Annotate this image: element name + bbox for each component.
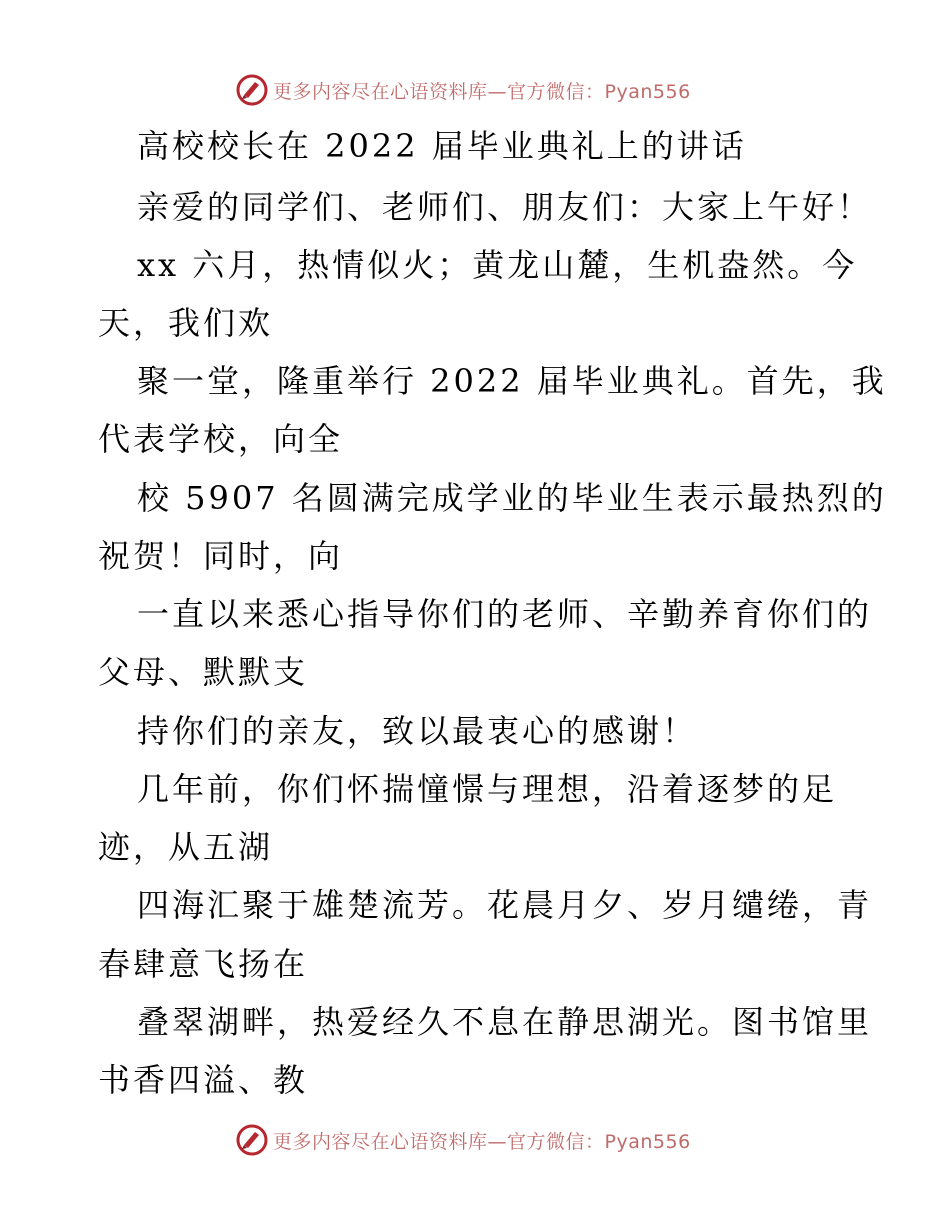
footer-banner (235, 1122, 715, 1158)
text-line: 书香四溢、教 (98, 1061, 309, 1099)
logo-icon (235, 73, 269, 107)
text-line: 天，我们欢 (98, 304, 274, 342)
text-line: 校 5907 名圆满完成学业的毕业生表示最热烈的 (137, 479, 887, 517)
banner-text: 更多内容尽在心语资料库—官方微信：Pyan556 (273, 1130, 691, 1153)
text-line: 亲爱的同学们、老师们、朋友们：大家上午好！ (137, 188, 873, 226)
header-banner (235, 72, 715, 108)
logo-icon (235, 1123, 269, 1157)
text-line: 四海汇聚于雄楚流芳。花晨月夕、岁月缱绻，青 (137, 886, 873, 924)
text-line: 代表学校，向全 (98, 420, 344, 458)
text-line: 几年前，你们怀揣憧憬与理想，沿着逐梦的足 (137, 770, 838, 808)
text-line: xx 六月，热情似火；黄龙山麓，生机盎然。今 (137, 246, 858, 284)
text-line: 聚一堂，隆重举行 2022 届毕业典礼。首先，我 (137, 362, 887, 400)
text-line: 一直以来悉心指导你们的老师、辛勤养育你们的 (137, 595, 873, 633)
text-line: 春肆意飞扬在 (98, 945, 309, 983)
text-line: 持你们的亲友，致以最衷心的感谢！ (137, 712, 698, 750)
banner-text: 更多内容尽在心语资料库—官方微信：Pyan556 (273, 80, 691, 103)
document-title: 高校校长在 2022 届毕业典礼上的讲话 (137, 127, 747, 165)
text-line: 祝贺！同时，向 (98, 537, 344, 575)
text-line: 迹，从五湖 (98, 828, 274, 866)
text-line: 父母、默默支 (98, 653, 309, 691)
text-line: 叠翠湖畔，热爱经久不息在静思湖光。图书馆里 (137, 1003, 873, 1041)
